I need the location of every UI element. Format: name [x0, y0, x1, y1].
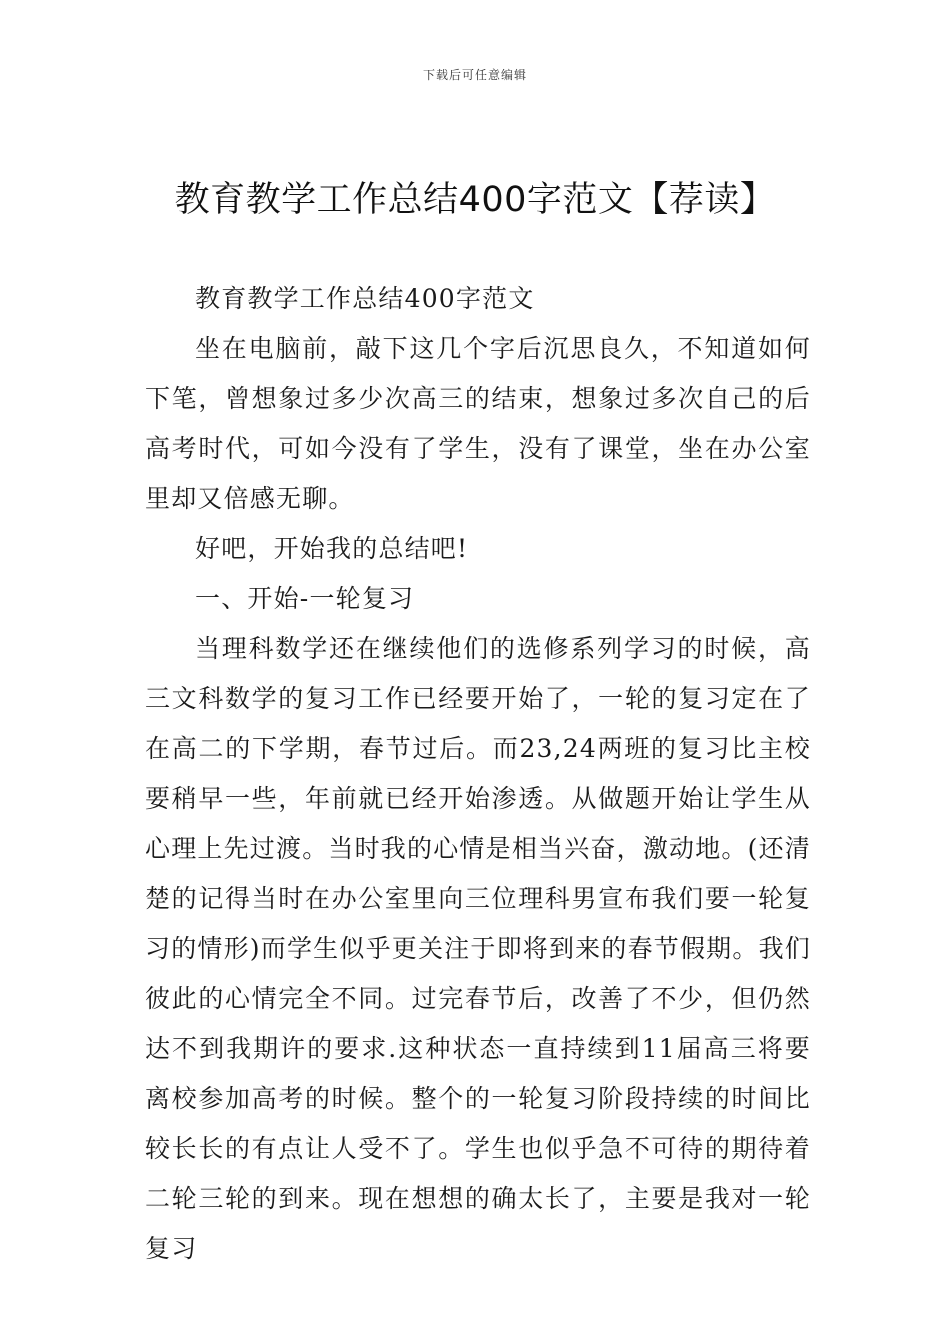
paragraph-start: 好吧，开始我的总结吧!	[195, 534, 469, 563]
paragraph-first-review: 当理科数学还在继续他们的选修系列学习的时候，高三文科数学的复习工作已经要开始了，一轮的复习定在了在高二的下学期，春节过后。而23,24两班的复习比主校要稍早一些，年前就已经开始渗透。从做题开始让学生从心理上先过渡。当时我的心情是相当兴奋，激动地。(还清楚的记得当时在办公室里向三位理科男宣布我们要一轮复习的情形)而学生似乎更关注于即将到来的春节假期。我们彼此的心情完全不同。过完春节后，改善了不少，但仍然达不到我期许的要求.这种状态一直持续到11届高三将要离校参加高考的时候。整个的一轮复习阶段持续的时间比较长长的有点让人受不了。学生也似乎急不可待的期待着二轮三轮的到来。现在想想的确太长了，主要是我对一轮复习	[145, 634, 811, 1263]
document-title: 教育教学工作总结400字范文【荐读】	[174, 180, 776, 220]
header-note: 下载后可任意编辑	[422, 68, 527, 82]
paragraph-subtitle: 教育教学工作总结400字范文	[195, 284, 535, 313]
document-body	[145, 274, 811, 1274]
paragraph-intro: 坐在电脑前，敲下这几个字后沉思良久，不知道如何下笔，曾想象过多少次高三的结束，想象过多次自己的后高考时代，可如今没有了学生，没有了课堂，坐在办公室里却又倍感无聊。	[145, 334, 811, 513]
section-heading-first-review: 一、开始-一轮复习	[195, 584, 415, 613]
